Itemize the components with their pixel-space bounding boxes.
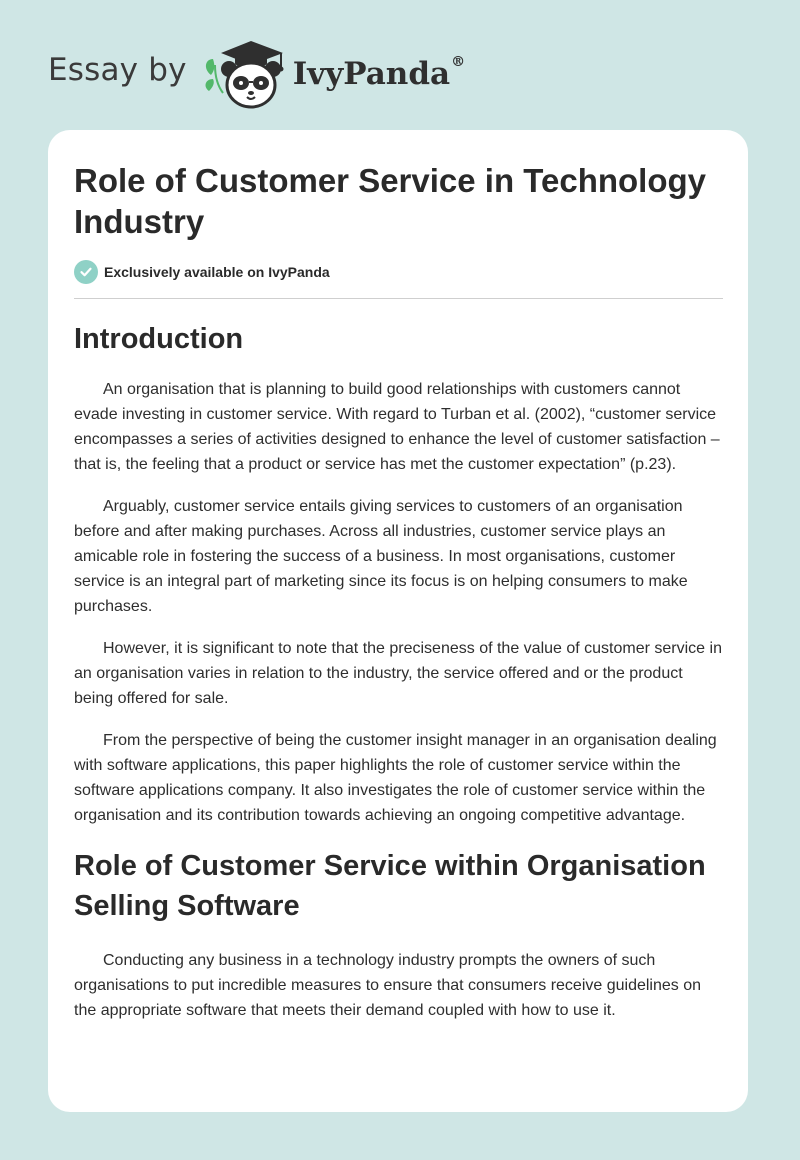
ivypanda-logo[interactable] [201, 35, 465, 111]
page-title: Role of Customer Service in Technology Industry [74, 162, 707, 240]
exclusive-badge [74, 260, 723, 299]
paragraph: From the perspective of being the customer insight manager in an organisation dealing with software applications, this paper highlights the role of customer service within the software applications company. It also investigates the role of customer service within the organisation and its contribution towards achieving an ongoing competitive advantage. [74, 732, 717, 824]
paragraph: However, it is significant to note that the preciseness of the value of customer service in an organisation varies in relation to the industry, the service offered and or the product being offered for sale. [74, 640, 722, 707]
exclusive-badge-label: Exclusively available on IvyPanda [104, 264, 330, 280]
essay-card [48, 130, 748, 1112]
paragraph: Arguably, customer service entails giving services to customers of an organisation before and after making purchases. Across all industries, customer service plays an amicable role in fostering the success of a business. In most organisations, customer service is an integral part of marketing since its focus is on helping consumers to make purchases. [74, 498, 688, 615]
site-header [48, 28, 465, 118]
paragraph: Conducting any business in a technology industry prompts the owners of such organisations to put incredible measures to ensure that consumers receive guidelines on the appropriate software that meets their demand coupled with how to use it. [74, 952, 702, 1019]
section-heading-role: Role of Customer Service within Organisation Selling Software [74, 850, 706, 922]
section-heading-introduction: Introduction [74, 323, 244, 355]
check-circle-icon [74, 260, 98, 284]
brand-name: IvyPanda® [292, 54, 466, 92]
paragraph: An organisation that is planning to build good relationships with customers cannot evade investing in customer service. With regard to Turban et al. (2002), “customer service encompasses a series of activities designed to enhance the level of customer satisfaction – that is, the feeling that a product or service has met the customer expectation” (p.23). [74, 381, 720, 473]
panda-graduate-icon [201, 35, 287, 111]
essay-by-label: Essay by [48, 52, 187, 88]
